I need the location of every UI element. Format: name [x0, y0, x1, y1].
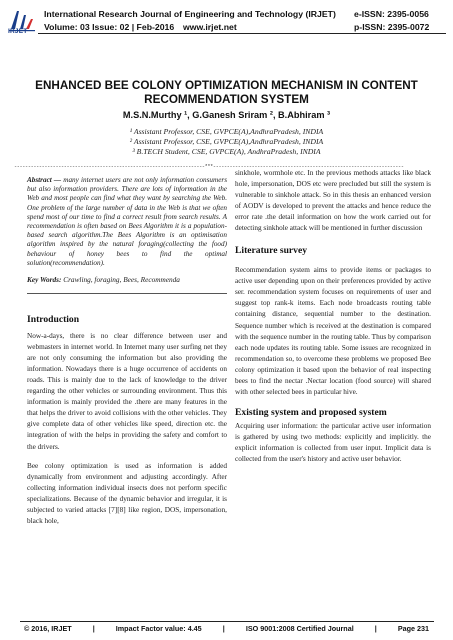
- footer-iso: ISO 9001:2008 Certified Journal: [245, 624, 354, 633]
- footer-separator: |: [222, 624, 225, 633]
- literature-survey-paragraph: Recommendation system aims to provide items or packages to active user depending upon on their preferences provided by active ser. recommendation system focuses on requirements of user and suggest top rank-k items. Each node broadcasts routing table containing distance, sequential number to the destination. Sequence number which is received at the destination is compared with the sequence number in the routing table. Thus by comparison each node updates its routing table. Some issues are recognized in recommendation so, to overcome these problems we proposed Bee colony optimization it based upon the behavior of real inspecting bees to find the nectar .Nectar location (food source) will shared with other selected bees in particular hive.: [235, 266, 431, 396]
- affiliation-2: ² Assistant Professor, CSE, GVPCE(A),AndhraPradesh, INDIA: [129, 137, 324, 146]
- footer-page-number: Page 231: [397, 624, 429, 633]
- introduction-heading: Introduction: [27, 314, 80, 326]
- author-list: M.S.N.Murthy ¹, G.Ganesh Sriram ², B.Abhiram ³: [122, 110, 331, 120]
- footer-impact-factor: Impact Factor value: 4.45: [115, 624, 202, 633]
- header-rule: [38, 33, 446, 34]
- e-issn: e-ISSN: 2395-0056: [354, 9, 429, 19]
- journal-header: [0, 0, 453, 42]
- abstract: [27, 176, 227, 268]
- abstract-dash: —: [51, 176, 64, 184]
- title-line-1: ENHANCED BEE COLONY OPTIMIZATION MECHANISM IN CONTENT: [35, 79, 418, 92]
- abstract-rule: [27, 293, 227, 294]
- introduction-paragraph-1: Now-a-days, there is no clear difference between user and webmasters in internet world. In Internet many user surfing net they are not only consuming the information but also providing the information. Nowadays there is a huge occurrence of accidents on roads. This is mainly due to the lack of knowledge to the driver regarding the other vehicles or surrounding environment. Thus this information is mainly provided the .there are many features in the that helps the driver to avoid collisions with the other vehicles. They give complete data of other vehicles like speed, direction etc. the integration of with the helps in providing the safety and comfort to the drivers.: [27, 332, 227, 451]
- page-footer: [24, 624, 429, 633]
- journal-website[interactable]: www.irjet.net: [183, 22, 237, 32]
- footer-separator: |: [92, 624, 95, 633]
- affiliation-1: ¹ Assistant Professor, CSE, GVPCE(A),AndhraPradesh, INDIA: [129, 127, 324, 136]
- footer-separator: |: [374, 624, 377, 633]
- p-issn: p-ISSN: 2395-0072: [354, 22, 430, 32]
- keywords: [27, 275, 227, 284]
- literature-survey-heading: Literature survey: [235, 245, 308, 257]
- left-column: [27, 176, 227, 527]
- section-separator: ---------------------------------------------------------------------***---------------------------------------------------------------------: [14, 164, 404, 170]
- existing-system-heading: Existing system and proposed system: [235, 406, 387, 418]
- volume-issue: Volume: 03 Issue: 02 | Feb-2016: [44, 22, 175, 32]
- affiliation-3: ³ B.TECH Student, CSE, GVPCE(A), AndhraPradesh, INDIA: [132, 147, 321, 156]
- keywords-text: Crawling, foraging, Bees, Recommenda: [61, 275, 180, 285]
- title-line-2: RECOMMENDATION SYSTEM: [144, 93, 309, 106]
- existing-system-paragraph: Acquiring user information: the particular active user information is gathered by using two methods: explicitly and implicitly. the explicit information is collected from user input. Implicit data is collected from the user's history and active user behavior.: [235, 421, 431, 463]
- journal-name: International Research Journal of Engineering and Technology (IRJET): [44, 9, 336, 19]
- introduction-paragraph-2: Bee colony optimization is used as information is added dynamically from environment and adjusting accordingly. After collecting information individual insects does not perform specific specializations. Because of the dynamic behavior and irregular, it is subjected to varied attacks [7][8] like region, DOS, impersonation, black hole,: [27, 461, 227, 525]
- right-column: [235, 168, 431, 465]
- paper-title: [20, 79, 433, 107]
- abstract-text: many internet users are not only information consumers but also information providers. There are lots of information in the Web and most people can find what they want by searching the Web. One problem of the large number of data in the Web is that we often spend most of our time to find a correct result from search results. A recommendation is often based on Bees Algorithm it is a population-based search algorithm.The Bees Algorithm is an optimisation algorithm inspired by the natural foraging(collecting the food) behaviour of honey bees to find the optimal solution(recommendation).: [27, 176, 227, 267]
- abstract-label: Abstract: [27, 176, 52, 184]
- footer-copyright: © 2016, IRJET: [24, 624, 72, 633]
- footer-rule: [20, 621, 434, 622]
- continued-paragraph: sinkhole, wormhole etc. In the previous methods attacks like black hole, impersonation, DOS etc were precluded but still the system is vulnerable to sinkhole attack. So in this thesis an enhanced version of AODV is developed to prevent the attacks and hence reduce the error rate .the detail information on how the work carried out for detecting sinkhole attack will be mentioned in further discussion: [235, 169, 431, 233]
- keywords-label: Key Words:: [27, 275, 62, 285]
- logo-text: IRJET: [8, 28, 28, 35]
